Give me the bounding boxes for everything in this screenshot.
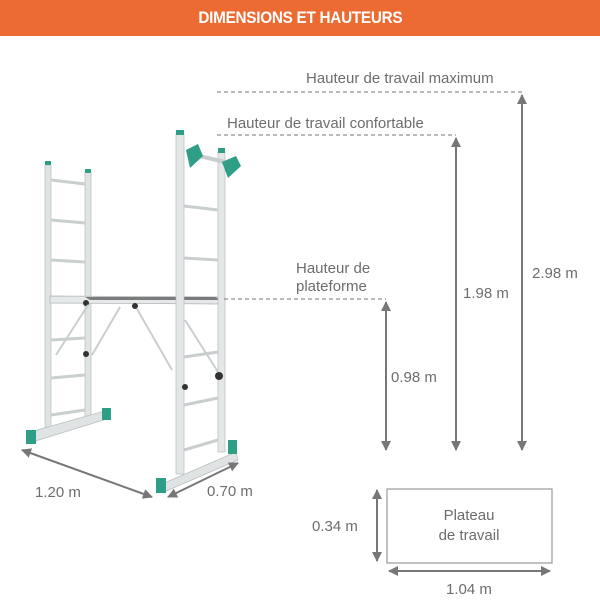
work-plate-box (387, 489, 552, 563)
max-height-label: Hauteur de travail maximum (306, 70, 494, 87)
work-plate-label-line1: Plateau (443, 507, 495, 524)
scaffold-illustration (26, 130, 241, 493)
base-length-value: 1.20 m (35, 484, 81, 501)
comfort-height-value: 1.98 m (463, 285, 509, 302)
comfort-height-label: Hauteur de travail confortable (227, 115, 424, 132)
platform-height-label-line1: Hauteur de (296, 260, 371, 277)
work-plate-label-line2: de travail (438, 527, 500, 544)
base-width-value: 0.70 m (207, 483, 253, 500)
plate-length-value: 1.04 m (446, 581, 492, 598)
platform-height-value: 0.98 m (391, 369, 437, 386)
max-height-value: 2.98 m (532, 265, 578, 282)
banner-title: DIMENSIONS ET HAUTEURS (197, 8, 403, 27)
platform-height-label-line2: plateforme (296, 278, 367, 295)
plate-width-value: 0.34 m (312, 518, 358, 535)
